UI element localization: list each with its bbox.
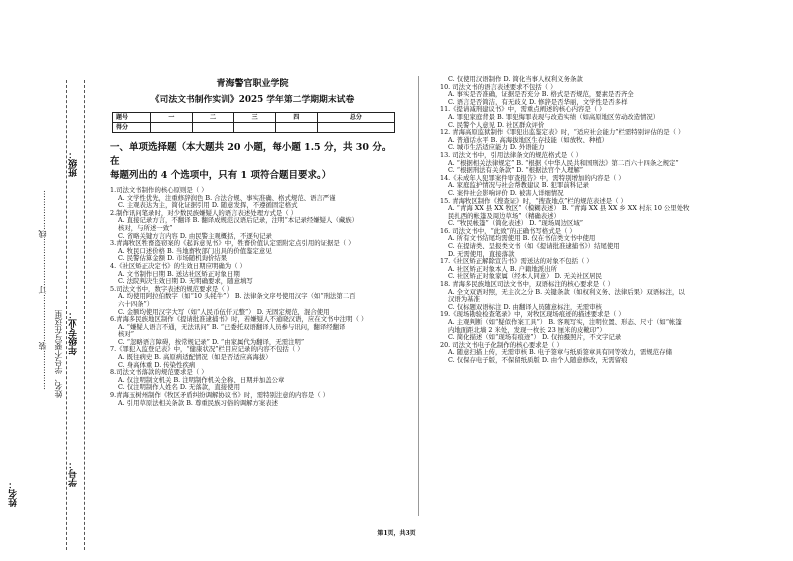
right-column (440, 76, 740, 365)
option-line: C. “根据刑法有关条款” D. “根据法官个人理解” (448, 166, 584, 175)
option-line: A. “嫌疑人语言不通，无法讯问” B. “已委托双语翻译人员参与讯问，翻译经翻译 (118, 322, 346, 331)
question-line: 18. 青海多民族地区司法文书中，双语标注的核心要求是（ ） (440, 280, 614, 289)
page-number: 第1页，共3页 (377, 530, 416, 537)
option-line: A. “青海 XX 县 XX 牧区”（模糊表述） B. “青海 XX 县 XX 乡 XX 村东 10 公里处牧 (448, 204, 690, 213)
question-line: 4.《社区矫正决定书》的生效日期应明确为（ ） (110, 261, 246, 270)
school-name: 青海警官职业学院 (216, 79, 289, 89)
binding-instruction: 姓名、学号不要写在这里 (54, 310, 63, 398)
question-line: 3.青海牧区牲畜盗窃案的《起诉意见书》中，牲畜价值认定需附定点引用的证据是（ ） (110, 239, 355, 248)
option-line: C. 社区矫正对象家属（经本人同意） D. 无关社区居民 (448, 272, 602, 281)
option-line: A. 所有文书结尾均需使用 B. 仅在书信类文书中使用 (448, 234, 596, 243)
option-line: A. 仅注明制文机关 B. 注明制作机关全称、日期并加盖公章 (118, 375, 285, 384)
name-label: 姓名： (9, 480, 19, 507)
option-line: A. 随意扫描上传，无需审核 B. 电子签章与纸质签章具有同等效力，需规范存储 (448, 348, 672, 357)
binding-line (66, 80, 67, 550)
option-line: A. 牧民口述价格 B. 当地畜牧部门出具的价值鉴定意见 (118, 246, 272, 255)
question-line: 15. 青海牧区制作《搜查证》时，“搜查地点”栏的规范表述是（ ） (440, 196, 627, 205)
option-line: C. 仅保存电子版，不保留纸质版 D. 由个人随意修改，无需留痕 (448, 355, 628, 364)
option-line: C. “牧民帐篷”（简化表述） D. “现场周边区域” (448, 219, 584, 228)
option-line: C. 民警估算金额 D. 市场随机询价结果 (118, 254, 228, 263)
option-line: A. 普通话水平 B. 高海拔地区生存技能（如放牧、种植） (448, 135, 609, 144)
option-line: A. 社区矫正对象本人 B. 户籍地派出所 (448, 264, 557, 273)
option-line: C. 城市生活适应能力 D. 外语能力 (448, 143, 545, 152)
column-divider (418, 76, 419, 516)
option-line: A. 文学性优先，注重修辞润色 B. 合法合规、事实准确、格式规范、语言严谨 (118, 193, 336, 202)
question-line: 13. 司法文书中，引用法律条文的规范格式是（ ） (440, 150, 583, 159)
option-line: C. 法院判决生效日期 D. 无明确要求，随意填写 (118, 277, 253, 286)
binding-line (84, 80, 85, 550)
score-value-row: 得分 (113, 123, 395, 133)
option-line: A. 主观判断（如“疑似作案工具”） B. 客观写实，注明位置、形态、尺寸（如“帐篷 (448, 318, 682, 326)
option-line: C. 民警个人意见 D. 社区群众评价 (448, 120, 545, 129)
question-line: 14.《未成年人犯罪案件审查报告》中，需特别增加的内容是（ ） (440, 173, 625, 182)
option-line: 核对” (118, 330, 135, 339)
question-line: 8.司法文书落款的规范要求是（ ） (110, 368, 208, 377)
exam-title: 《司法文书制作实训》2025 学年第二学期期末试卷 (150, 95, 355, 105)
option-line: C. 仅注明制作人姓名 D. 无落款，直接使用 (118, 383, 240, 392)
option-line: A. 家庭监护情况与社会帮教建议 B. 犯罪前科记录 (448, 181, 589, 190)
option-line: C. 案件社会影响评价 D. 被害人详细情况 (448, 188, 564, 197)
question-line: 5.司法文书中，数字表述的规范要求是（ ） (110, 284, 234, 293)
option-line: 汉语为基准 (448, 295, 480, 304)
question-line: 12. 青海高原监狱制作《罪犯出监鉴定表》时，“适应社会能力”栏需特别评估的是（ ） (440, 128, 685, 137)
major-label: 年级专业： (69, 310, 79, 355)
section-subtitle: 每题列出的 4 个选项中，只有 1 项符合题目要求。） (110, 170, 332, 181)
option-line: A. 均使用阿拉伯数字（如“10 头牦牛”） B. 法律条文序号使用汉字（如“刑法第二百 (118, 292, 356, 301)
question-line: 10. 司法文书的语言表述要求不包括（ ） (440, 82, 557, 91)
option-line: 六十四条”） (118, 299, 154, 308)
option-line: A. “根据相关法律规定” B. “根据《中华人民共和国刑法》第二百六十四条之规定” (448, 158, 679, 167)
option-line: A. 引用草原法相关条款 B. 尊重民族习俗的调解方案表述 (118, 398, 279, 407)
question-line: 2.制作讯问笔录时，对少数民族嫌疑人的语言表述处理方式是（ ） (110, 208, 298, 217)
option-line: C. 身高体重 D. 传染性疾病 (118, 360, 196, 369)
option-line: A. 既往病史 B. 高原病适配情况（如是否适应高海拔） (118, 353, 272, 362)
option-line: A. 全文双语对照，无主次之分 B. 关键条款（如权利义务、法律后果）双语标注，以 (448, 287, 685, 296)
binding-margin (8, 80, 100, 540)
student-id-label: 学号： (69, 460, 79, 487)
score-table (112, 112, 395, 133)
score-header-row: 题号 一 二 三 四 总分 (113, 113, 395, 123)
option-line: A. 直接记录方言，不翻译 B. 翻译成规范汉语后记录，注明“本记录经嫌疑人（藏族） (118, 216, 359, 225)
question-line: 17.《社区矫正解除宣告书》需送达的对象不包括（ ） (440, 257, 593, 266)
option-line: A. 罪犯家庭背景 B. 罪犯悔罪表现与改造实绩（如高原地区劳动改造情况） (448, 112, 660, 121)
option-line: 核对，与所述一致” (118, 223, 173, 232)
option-line: C. 金额均使用汉字大写（如“人民币伍仟元整”） D. 无固定规范，混合使用 (118, 307, 330, 316)
option-line: C. 仅使用汉语制作 D. 简化当事人权利义务条款 (448, 75, 583, 83)
left-question-list (110, 187, 395, 407)
question-line: 19.《现场勘验检查笔录》中，对牧区现场痕迹的描述要求是（ ） (440, 310, 625, 319)
option-line: C. 主观表达为主，简化证据引用 D. 随意发挥，不遵循固定格式 (118, 201, 298, 210)
question-line: 11.《提请减刑建议书》中，需重点阐述的核心内容是（ ） (440, 105, 606, 114)
question-line: 20. 司法文书电子化制作的核心要求是（ ） (440, 340, 563, 349)
question-line: 6.青海多民族地区制作《提请批准逮捕书》时，若嫌疑人不通晓汉语，应在文书中注明（ ） (110, 315, 368, 324)
option-line: C. 仅标题双语标注 D. 由翻译人员随意标注，无需审核 (448, 302, 602, 311)
question-line: 16. 司法文书中，“此致”的正确书写格式是（ ） (440, 226, 576, 235)
option-line: C. 语言是否简洁，有无歧义 D. 修辞是否华丽，文学性是否多样 (448, 97, 628, 106)
class-label: 班级： (69, 150, 79, 177)
option-line: C. “忽略语言障碍，按常规记录” D. “由家属代为翻译，无需注明” (118, 337, 305, 346)
option-line: C. 简化描述（如“现场有痕迹”） D. 仅拍摄照片，不文字记录 (448, 333, 622, 342)
option-line: A. 事实是否准确，证据是否充分 B. 格式是否规范，要素是否齐全 (448, 90, 634, 99)
section-title: 一、单项选择题（本大题共 20 小题，每小题 1.5 分，共 30 分。在 (110, 142, 392, 167)
option-line: C. 在提请类、呈报类文书（如《提请批准逮捕书》）结尾使用 (448, 242, 620, 251)
option-line: 民扎西的帐篷及周边草场”（精确表述） (448, 211, 560, 220)
binding-cut-line: ……………装………………订………………线…………… (38, 190, 47, 390)
left-column (110, 76, 395, 407)
option-line: C. 省略关键方言内容 D. 由民警主观概括，不逐句记录 (118, 231, 272, 240)
question-line: 7.《罪犯入监登记表》中，“健康状况”栏目应记录的内容不包括（ ） (110, 345, 304, 354)
option-line: A. 文书制作日期 B. 送达社区矫正对象日期 (118, 269, 240, 278)
question-line: 1.司法文书制作的核心原则是（ ） (110, 186, 208, 194)
option-line: 内地面距北墙 2 米处，发现一枚长 23 厘米的皮靴印”） (448, 325, 606, 334)
option-line: D. 无需使用，直接落款 (448, 249, 515, 258)
question-line: 9.青海玉树州制作《牧区矛盾纠纷调解协议书》时，需特别注意的内容是（ ） (110, 391, 330, 400)
